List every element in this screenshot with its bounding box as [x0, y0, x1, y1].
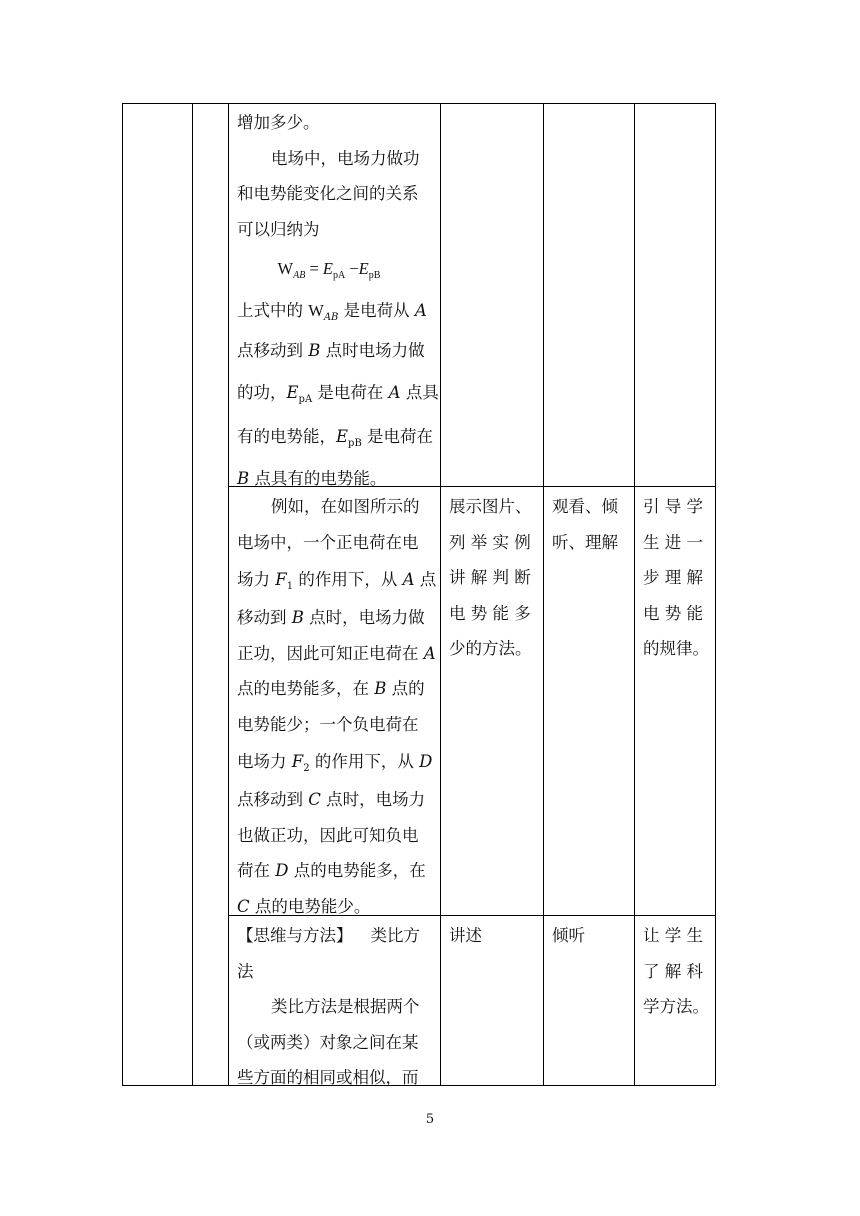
- work-energy-formula: $W_{AB} = E_{pA} -E_{pB}$: [277, 259, 381, 281]
- text-line: 点的电势能多，在 B 点的: [237, 679, 425, 698]
- text-line: 引 导 学: [643, 497, 703, 516]
- text-line: 学方法。: [643, 997, 709, 1016]
- text-line: 移动到 B 点时，电场力做: [237, 608, 425, 627]
- text-line: 让 学 生: [643, 926, 703, 945]
- text-line: 的功，$E_{pA}$ 是电荷在 A 点具: [237, 383, 439, 405]
- table-border-left: [122, 103, 123, 1086]
- text-line: 了 解 科: [643, 961, 703, 981]
- student-activity-cell: [552, 489, 630, 560]
- text-line: 电场力 $F_2$ 的作用下，从 D: [237, 752, 433, 774]
- text-line: 电势能少；一个负电荷在: [237, 714, 419, 734]
- text-line: （或两类）对象之间在某: [237, 1032, 419, 1052]
- text-line: 点移动到 B 点时电场力做: [237, 341, 425, 360]
- table-border-top: [122, 103, 716, 104]
- text-line: 步 理 解: [643, 568, 703, 587]
- student-activity-cell: [552, 918, 630, 954]
- text-line: 例如，在如图所示的: [271, 497, 420, 516]
- text-line: 上式中的 $W_{AB}$ 是电荷从 A: [237, 301, 427, 323]
- text-line: 倾听: [552, 926, 585, 945]
- text-line: 正功，因此可知正电荷在 A: [237, 643, 436, 663]
- table-divider-3: [440, 103, 441, 1086]
- teacher-activity-cell: [449, 918, 537, 954]
- table-divider-4: [543, 103, 544, 1086]
- text-line: 些方面的相同或相似，而: [237, 1068, 419, 1087]
- section-heading: 【思维与方法】: [237, 926, 353, 945]
- text-line: 展示图片、: [449, 497, 532, 516]
- text-line: 电 势 能: [643, 603, 703, 623]
- table-divider-5: [634, 103, 635, 1086]
- text-line: 观看、倾: [552, 497, 618, 516]
- table-divider-1: [192, 103, 193, 1086]
- text-line: 电 势 能 多: [449, 603, 531, 623]
- text-line: 类比方法是根据两个: [271, 997, 420, 1016]
- text-line: 列 举 实 例: [449, 532, 531, 552]
- table-divider-2: [228, 103, 229, 1086]
- design-intent-cell: [643, 489, 711, 667]
- text-line: 电场中，一个正电荷在电: [237, 532, 419, 552]
- teacher-activity-cell: [449, 489, 537, 667]
- content-cell-energy-relation: [237, 105, 439, 499]
- text-line: 听、理解: [552, 532, 618, 552]
- text-line: 有的电势能，$E_{pB}$ 是电荷在: [237, 427, 434, 449]
- text-line: 讲述: [449, 926, 482, 945]
- text-line: 也做正功，因此可知负电: [237, 825, 419, 845]
- page-number: 5: [425, 1112, 435, 1127]
- text-line: 少的方法。: [449, 639, 532, 658]
- text-line: 【思维与方法】 类比方: [237, 926, 420, 945]
- design-intent-cell: [643, 918, 711, 1025]
- text-line: 增加多少。: [237, 113, 320, 132]
- text-line: 的规律。: [643, 639, 709, 658]
- text-line: 荷在 D 点的电势能多，在: [237, 861, 426, 880]
- text-line: C 点的电势能少。: [237, 896, 371, 916]
- text-line: 生 进 一: [643, 532, 703, 552]
- text-line: 可以归纳为: [237, 219, 320, 239]
- content-cell-example: [237, 489, 435, 924]
- text-line: 法: [237, 961, 254, 981]
- text-line: 讲 解 判 断: [449, 568, 531, 587]
- text-line: B 点具有的电势能。: [237, 469, 387, 488]
- content-cell-analogy-method: [237, 918, 435, 1096]
- text-line: 电场中，电场力做功: [271, 148, 420, 168]
- text-line: 和电势能变化之间的关系: [237, 184, 419, 203]
- table-border-right: [715, 103, 716, 1086]
- text-line: 点移动到 C 点时，电场力: [237, 790, 426, 809]
- text-line: 场力 $F_1$ 的作用下，从 A 点: [237, 570, 437, 592]
